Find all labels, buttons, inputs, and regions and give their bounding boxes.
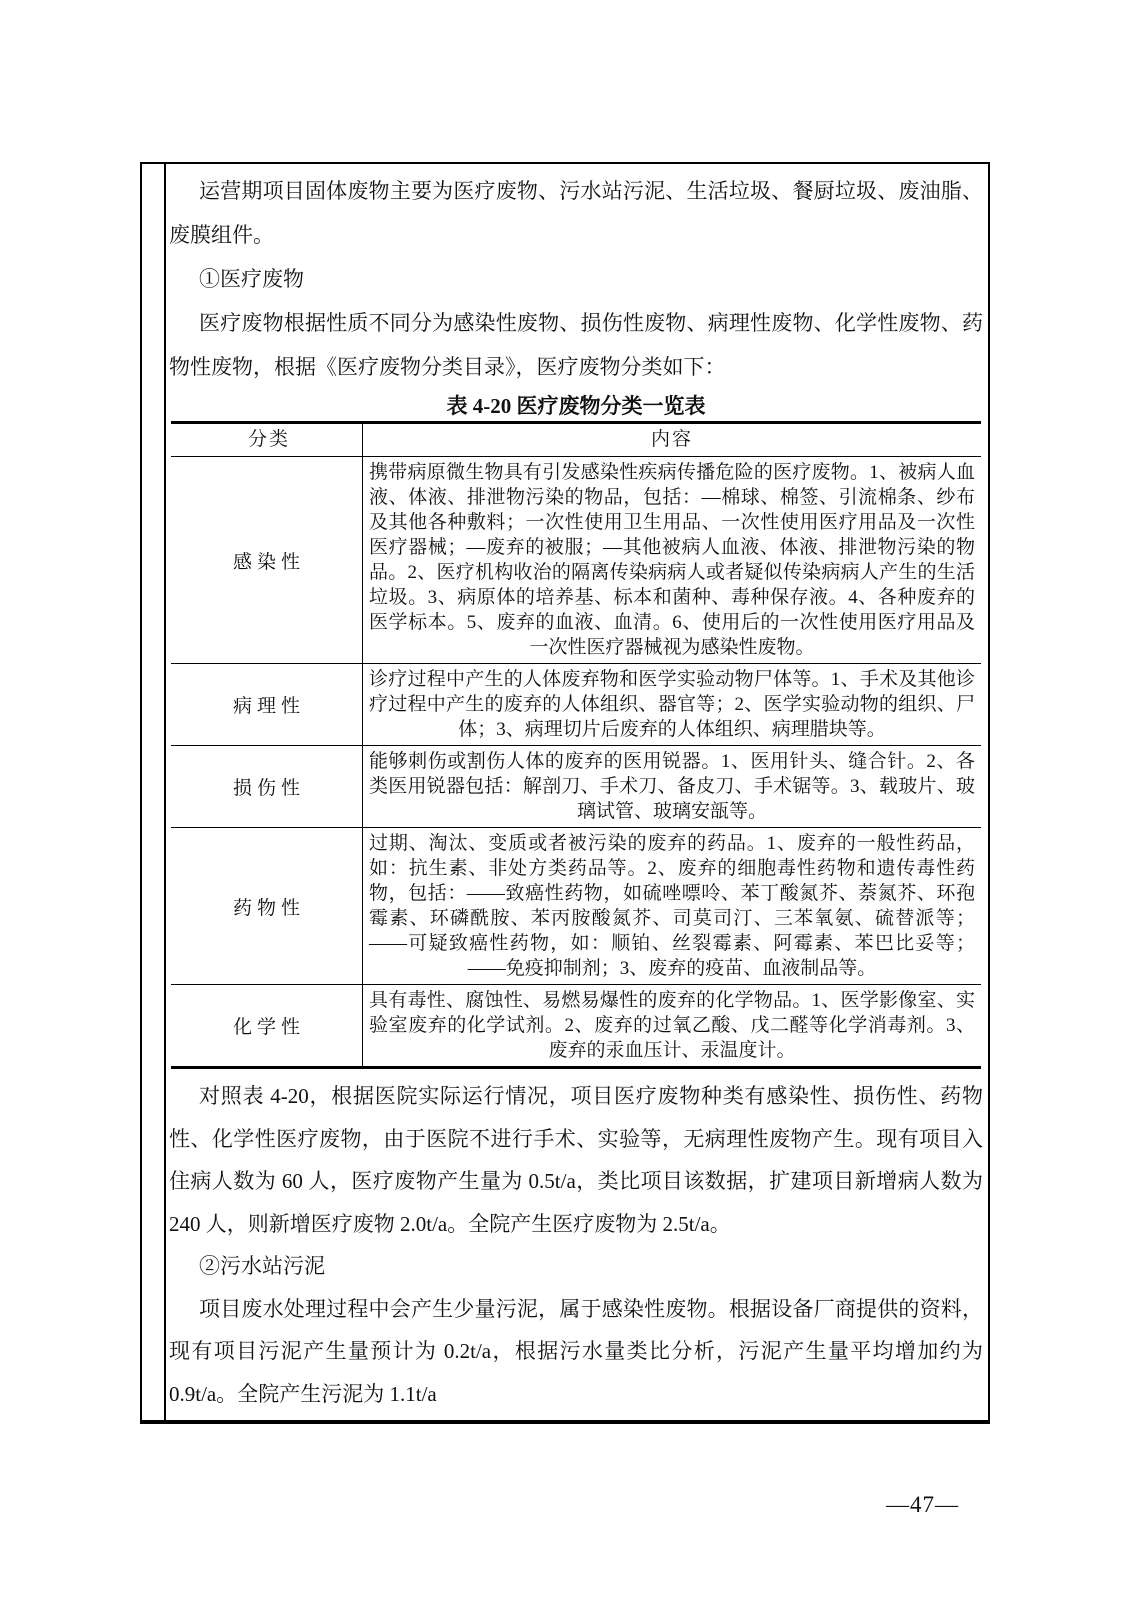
table-row-pharmaceutical xyxy=(171,827,981,984)
medical-waste-classification-table xyxy=(171,421,981,1069)
paragraph-waste-analysis: 对照表 4-20，根据医院实际运行情况，项目医疗废物种类有感染性、损伤性、药物性、化学性医疗废物，由于医院不进行手术、实验等，无病理性废物产生。现有项目入住病人数为 60 人，医疗废物产生量为 0.5t/a，类比项目该数据，扩建项目新增病人数为 240 人，则新增医疗废物 2.0t/a。全院产生医疗废物为 2.5t/a。 xyxy=(169,1084,983,1236)
table-header-row xyxy=(171,424,981,456)
page-number: —47— xyxy=(886,1492,959,1517)
paragraph-sludge-heading: ②污水站污泥 xyxy=(199,1254,325,1278)
bottom-paragraphs xyxy=(169,1075,983,1415)
content-cell: 能够刺伤或割伤人体的废弃的医用锐器。1、医用针头、缝合针。2、各类医用锐器包括：解剖刀、手术刀、备皮刀、手术锯等。3、载玻片、玻璃试管、玻璃安瓿等。 xyxy=(369,751,975,822)
header-category: 分类 xyxy=(171,424,363,456)
paragraph-sludge-detail: 项目废水处理过程中会产生少量污泥，属于感染性废物。根据设备厂商提供的资料，现有项目污泥产生量预计为 0.2t/a，根据污水量类比分析，污泥产生量平均增加约为 0.9t/a。全院产生污泥为 1.1t/a xyxy=(169,1296,983,1406)
page-content xyxy=(166,164,988,1420)
content-frame xyxy=(140,162,990,1424)
paragraph-medical-waste-heading: ①医疗废物 xyxy=(199,267,304,291)
table-row-injurious xyxy=(171,745,981,827)
paragraph-solid-waste-intro: 运营期项目固体废物主要为医疗废物、污水站污泥、生活垃圾、餐厨垃圾、废油脂、废膜组件。 xyxy=(169,179,983,247)
category-cell: 感染性 xyxy=(171,457,363,663)
table-row-pathological xyxy=(171,663,981,745)
category-cell: 损伤性 xyxy=(171,746,363,827)
content-cell: 携带病原微生物具有引发感染性疾病传播危险的医疗废物。1、被病人血液、体液、排泄物污染的物品，包括：—棉球、棉签、引流棉条、纱布及其他各种敷料；一次性使用卫生用品、一次性使用医疗用品及一次性医疗器械；—废弃的被服；—其他被病人血液、体液、排泄物污染的物品。2、医疗机构收治的隔离传染病病人或者疑似传染病病人产生的生活垃圾。3、病原体的培养基、标本和菌种、毒种保存液。4、各种废弃的医学标本。5、废弃的血液、血清。6、使用后的一次性使用医疗用品及一次性医疗器械视为感染性废物。 xyxy=(369,462,975,658)
category-cell: 病理性 xyxy=(171,664,363,745)
category-cell: 化学性 xyxy=(171,985,363,1066)
table-row-chemical xyxy=(171,984,981,1066)
category-cell: 药物性 xyxy=(171,828,363,984)
paragraph-medical-waste-classification: 医疗废物根据性质不同分为感染性废物、损伤性废物、病理性废物、化学性废物、药物性废物，根据《医疗废物分类目录》，医疗废物分类如下： xyxy=(169,311,983,379)
content-cell: 诊疗过程中产生的人体废弃物和医学实验动物尸体等。1、手术及其他诊疗过程中产生的废弃的人体组织、器官等；2、医学实验动物的组织、尸体；3、病理切片后废弃的人体组织、病理腊块等。 xyxy=(369,669,975,740)
table-title: 表 4-20 医疗废物分类一览表 xyxy=(446,394,706,418)
content-cell: 具有毒性、腐蚀性、易燃易爆性的废弃的化学物品。1、医学影像室、实验室废弃的化学试剂。2、废弃的过氧乙酸、戊二醛等化学消毒剂。3、废弃的汞血压计、汞温度计。 xyxy=(369,990,975,1061)
header-content: 内容 xyxy=(650,429,693,450)
table-row-infectious xyxy=(171,456,981,663)
content-cell: 过期、淘汰、变质或者被污染的废弃的药品。1、废弃的一般性药品，如：抗生素、非处方类药品等。2、废弃的细胞毒性药物和遗传毒性药物，包括：——致癌性药物，如硫唑嘌呤、苯丁酸氮芥、萘氮芥、环孢霉素、环磷酰胺、苯丙胺酸氮芥、司莫司汀、三苯氧氨、硫替派等；——可疑致癌性药物，如：顺铂、丝裂霉素、阿霉素、苯巴比妥等；——免疫抑制剂；3、废弃的疫苗、血液制品等。 xyxy=(369,833,975,979)
